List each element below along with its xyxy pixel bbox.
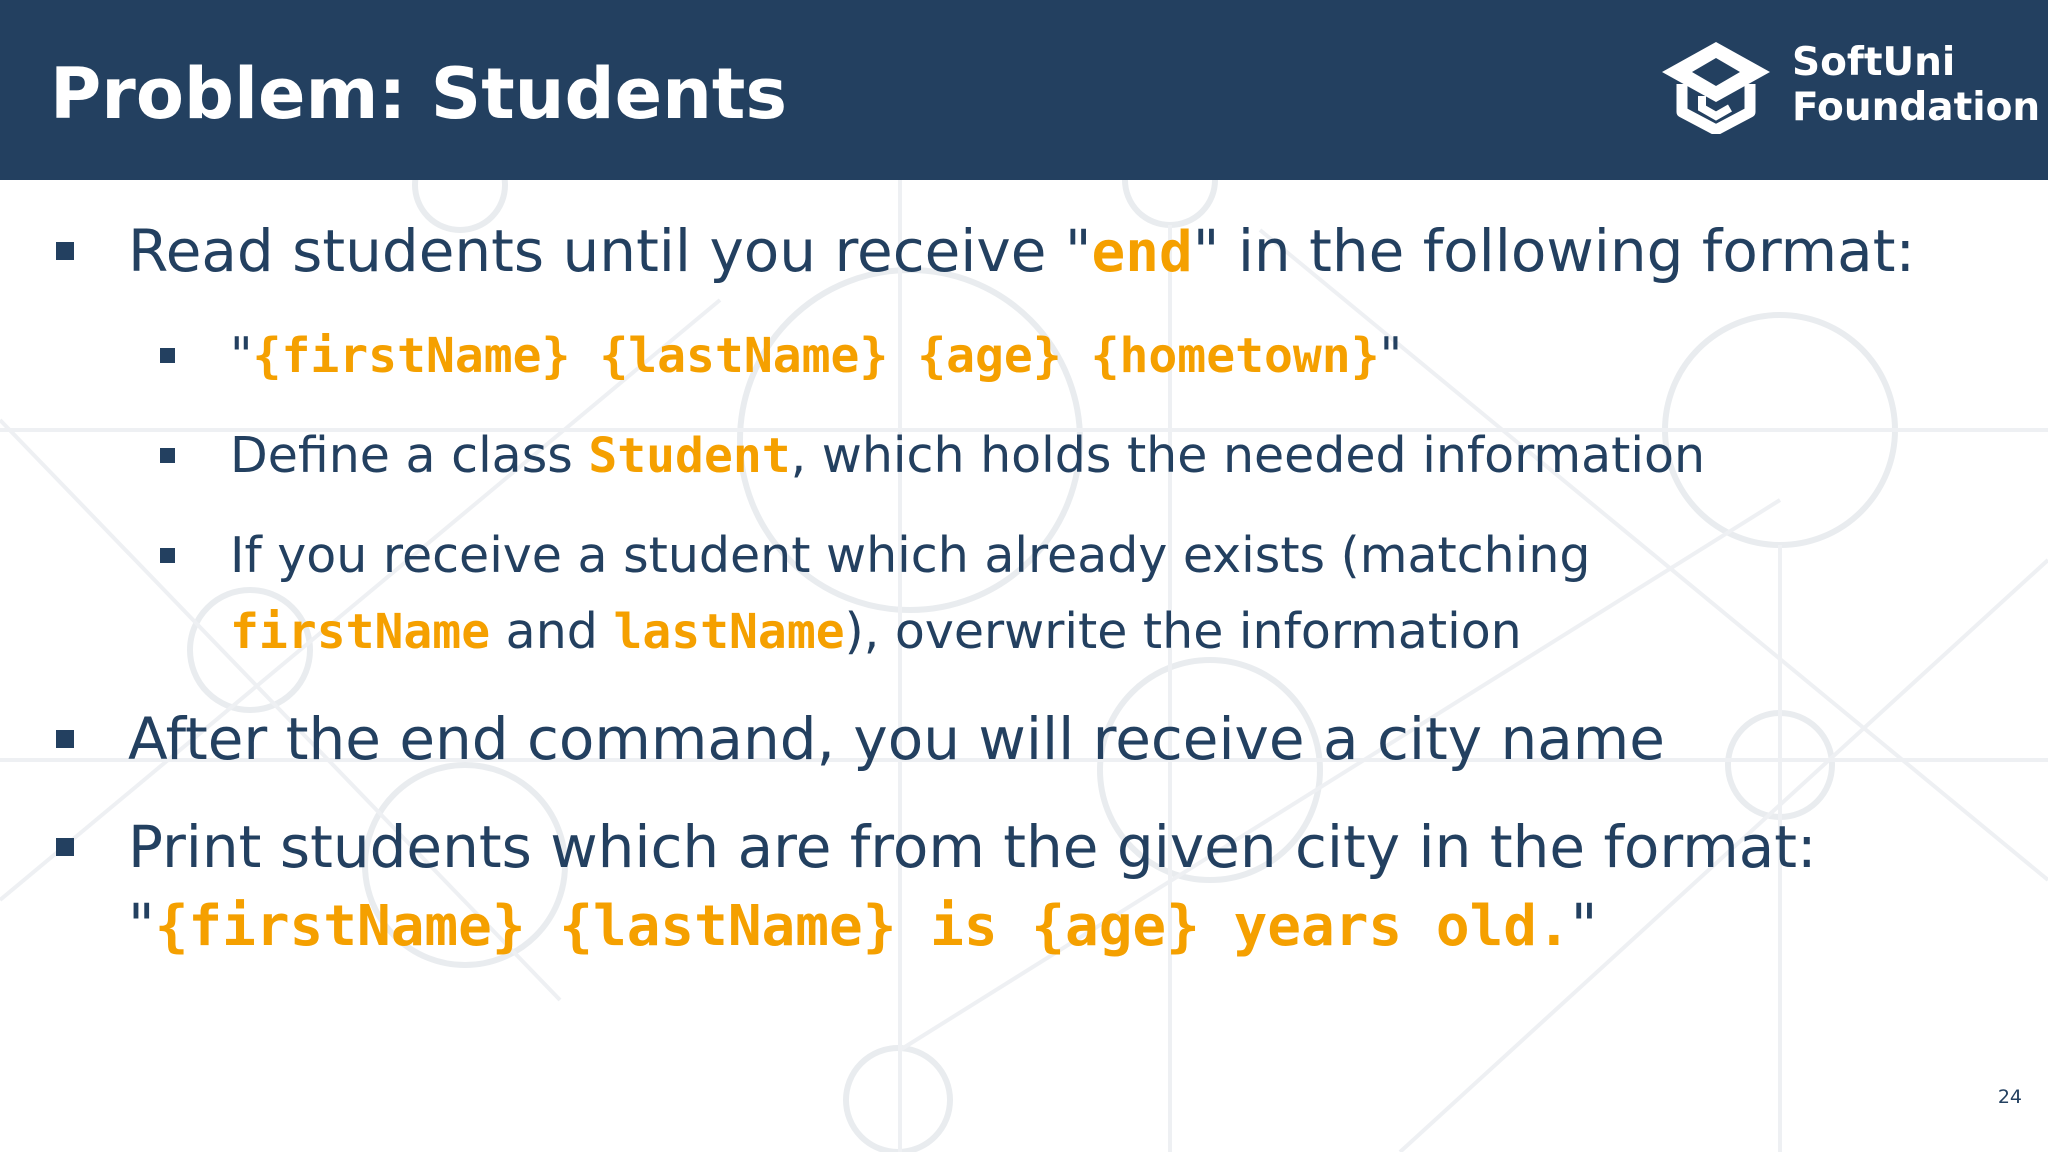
code-student: Student: [588, 428, 791, 484]
bullet-text: After the end command, you will receive a city name: [128, 705, 1665, 773]
square-bullet-icon: [160, 348, 175, 363]
bullet-text: , which holds the needed information: [790, 427, 1706, 484]
square-bullet-icon: [56, 730, 74, 748]
page-number: 24: [1997, 1086, 2022, 1108]
bullet-print-students: [128, 808, 1817, 966]
bullet-text: ": [1570, 891, 1598, 959]
square-bullet-icon: [160, 548, 175, 563]
logo-text: [1792, 40, 2040, 130]
bullet-text: ), overwrite the information: [844, 603, 1522, 660]
sub-bullet-overwrite: [230, 518, 1591, 670]
square-bullet-icon: [56, 838, 74, 856]
square-bullet-icon: [56, 242, 74, 260]
slide-title: Problem: Students: [50, 53, 788, 135]
bullet-text: and: [490, 603, 614, 660]
logo-line-1: SoftUni: [1792, 40, 1956, 85]
bullet-text: " in the following format:: [1192, 217, 1915, 285]
bullet-text: Read students until you receive ": [128, 217, 1092, 285]
sub-bullet-input-format: [230, 318, 1402, 394]
softuni-foundation-logo: [1658, 38, 2041, 138]
bullet-text: ": [128, 891, 155, 959]
slide-header: [0, 0, 2048, 180]
square-bullet-icon: [160, 448, 175, 463]
graduation-cap-icon: [1658, 38, 1774, 134]
bullet-text: If you receive a student which already exists (matching: [230, 527, 1591, 584]
bullet-text: ": [1379, 327, 1403, 384]
code-input-format: {firstName} {lastName} {age} {hometown}: [252, 328, 1380, 384]
code-output-format: {firstName} {lastName} is {age} years old.: [154, 894, 1571, 959]
bullet-city-name: [128, 700, 1665, 778]
bullet-text: ": [230, 327, 253, 384]
bullet-read-students: [128, 212, 1915, 292]
code-firstname: firstName: [230, 604, 491, 660]
logo-line-2: Foundation: [1792, 85, 2041, 130]
bullet-text: Print students which are from the given city in the format:: [128, 813, 1817, 881]
slide-content: [0, 180, 2048, 1152]
bullet-text: Define a class: [230, 427, 589, 484]
code-lastname: lastName: [613, 604, 845, 660]
code-end: end: [1091, 220, 1193, 285]
sub-bullet-define-class: [230, 418, 1705, 494]
